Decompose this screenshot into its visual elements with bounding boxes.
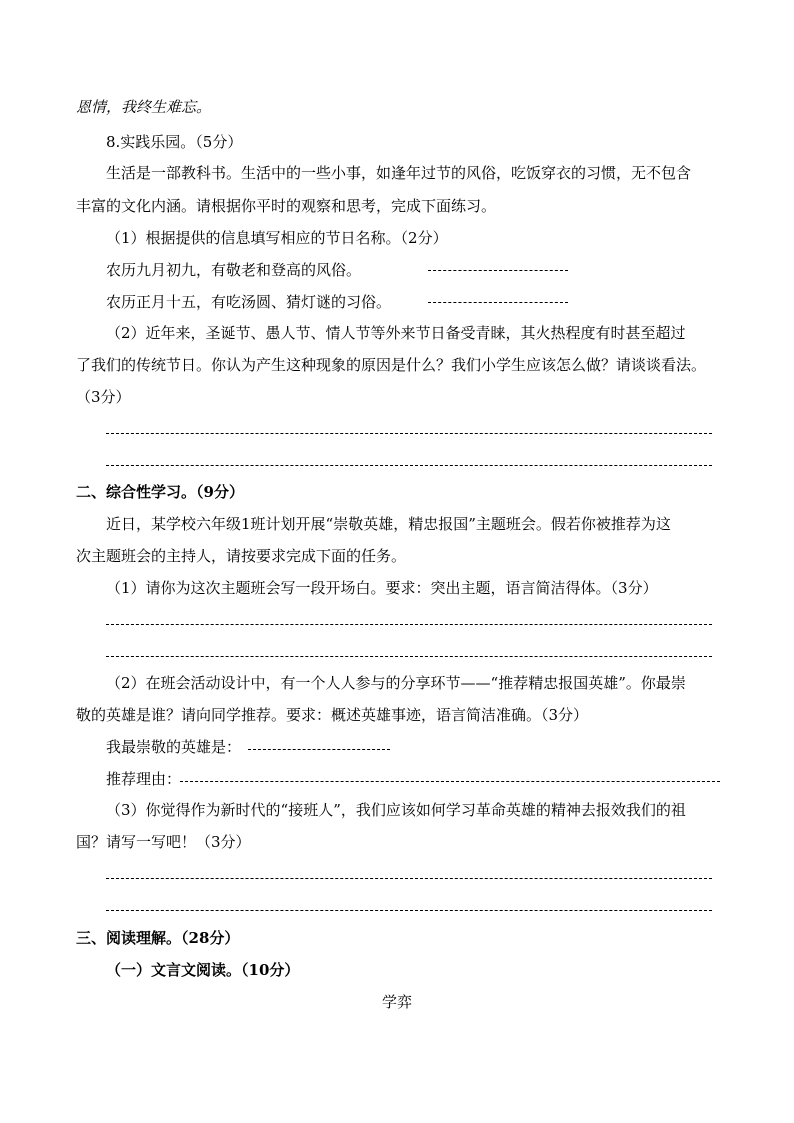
hero-name-blank[interactable] xyxy=(248,749,390,750)
q8-intro-line-2: 丰富的文化内涵。请根据你平时的观察和思考，完成下面练习。 xyxy=(76,197,497,215)
q8-intro-line-1: 生活是一部教科书。生活中的一些小事，如逢年过节的风俗，吃饭穿衣的习惯，无不包含 xyxy=(106,164,692,182)
section-3-sub-heading: （一）文言文阅读。（10分） xyxy=(106,961,300,979)
answer-line[interactable] xyxy=(106,465,712,466)
q8-sub2-line-3: （3分） xyxy=(76,388,131,406)
q8-title: 8.实践乐园。（5分） xyxy=(106,133,243,151)
task-2-prompt-line-1: （2）在班会活动设计中，有一个人人参与的分享环节——“推荐精忠报国英雄”。你最崇 xyxy=(106,674,686,692)
q8-sub2-line-2: 了我们的传统节日。你认为产生这种现象的原因是什么？我们小学生应该怎么做？请谈谈看法。 xyxy=(76,356,707,374)
task-3-prompt-line-2: 国？请写一写吧！（3分） xyxy=(76,833,251,851)
task-2-prompt-line-2: 敬的英雄是谁？请向同学推荐。要求：概述英雄事迹，语言简洁准确。（3分） xyxy=(76,706,589,724)
section-2-intro-line-2: 次主题班会的主持人，请按要求完成下面的任务。 xyxy=(76,547,407,565)
festival-answer-blank-1[interactable] xyxy=(428,270,568,271)
section-2-intro-line-1: 近日，某学校六年级1班计划开展“崇敬英雄，精忠报国”主题班会。假若你被推荐为这 xyxy=(106,515,671,533)
festival-clue-2: 农历正月十五，有吃汤圆、猜灯谜的习俗。 xyxy=(106,293,392,311)
carry-over-text: 恩情，我终生难忘。 xyxy=(76,98,212,116)
answer-line[interactable] xyxy=(106,910,712,911)
answer-line[interactable] xyxy=(106,433,712,434)
q8-sub2-line-1: （2）近年来，圣诞节、愚人节、情人节等外来节日备受青睐，其火热程度有时甚至超过 xyxy=(106,324,686,342)
section-3-heading: 三、阅读理解。（28分） xyxy=(76,929,240,947)
answer-line[interactable] xyxy=(106,624,712,625)
passage-title: 学弈 xyxy=(382,993,413,1011)
reason-label: 推荐理由： xyxy=(106,770,182,788)
festival-answer-blank-2[interactable] xyxy=(428,302,568,303)
answer-line[interactable] xyxy=(106,878,712,879)
task-3-prompt-line-1: （3）你觉得作为新时代的“接班人”，我们应该如何学习革命英雄的精神去报效我们的祖 xyxy=(106,801,686,819)
festival-clue-1: 农历九月初九，有敬老和登高的风俗。 xyxy=(106,261,362,279)
section-2-heading: 二、综合性学习。（9分） xyxy=(76,483,244,501)
hero-label: 我最崇敬的英雄是： xyxy=(106,738,242,756)
answer-line[interactable] xyxy=(106,656,712,657)
task-1-prompt: （1）请你为这次主题班会写一段开场白。要求：突出主题，语言简洁得体。（3分） xyxy=(106,579,658,597)
q8-sub1-prompt: （1）根据提供的信息填写相应的节日名称。（2分） xyxy=(106,229,448,247)
reason-blank[interactable] xyxy=(180,781,720,782)
